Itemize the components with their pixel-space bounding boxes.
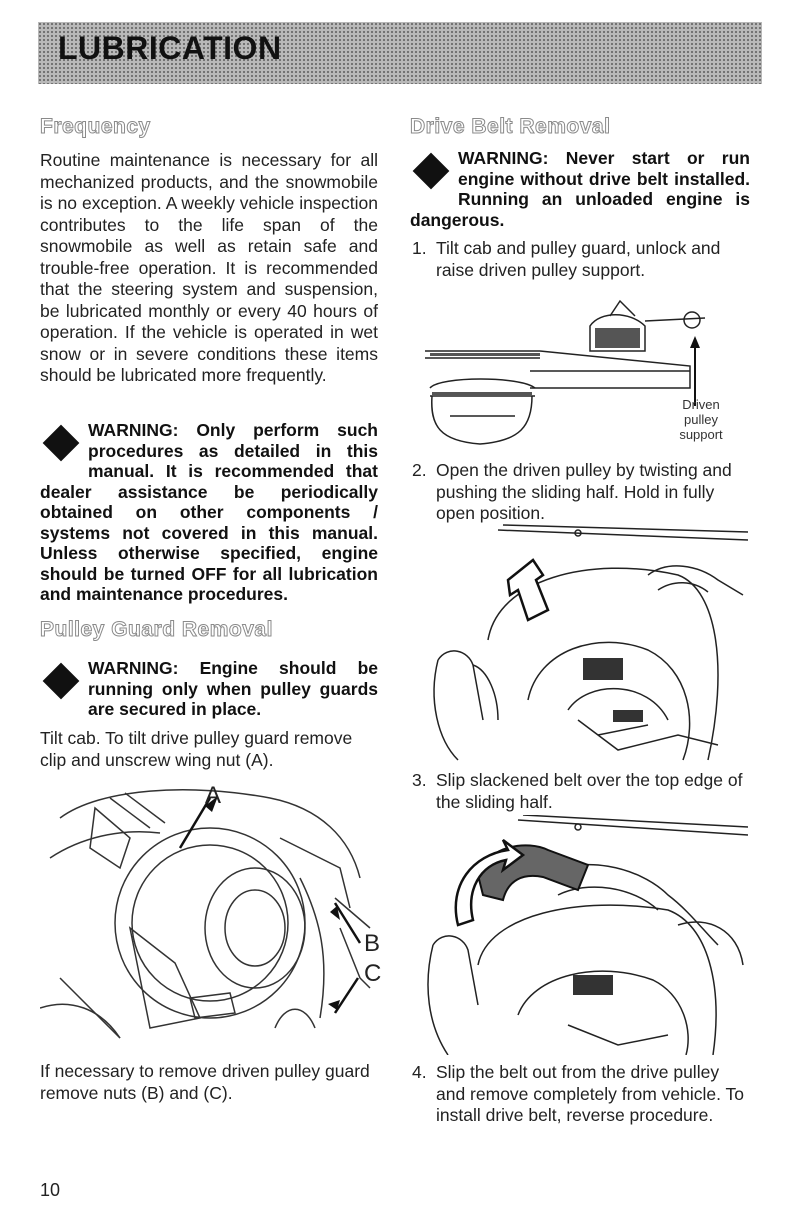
open-driven-pulley-illustration xyxy=(418,520,748,765)
warning-lubrication-rest: It is recommended that dealer assistance be periodically obtained on other components / systems not covered in this manual. Unless otherwise specified, engine should be turned OFF for all lubrication and maintenance procedures. xyxy=(40,461,378,604)
figure-label-a: A xyxy=(205,782,222,809)
page-number: 10 xyxy=(40,1180,61,1200)
step-3 xyxy=(412,770,748,813)
warning-drive-belt xyxy=(410,148,750,230)
warning-pulley-guards xyxy=(40,658,378,720)
warning-diamond-icon xyxy=(40,422,82,464)
section-title: LUBRICATION xyxy=(58,30,282,66)
step-number: 3. xyxy=(412,770,427,790)
frequency-heading: Frequency xyxy=(40,115,151,138)
step-text: Open the driven pulley by twisting and pushing the sliding half. Hold in fully open position. xyxy=(436,460,732,523)
figure-label-b: B xyxy=(364,930,381,957)
remove-nuts-paragraph: If necessary to remove driven pulley guard remove nuts (B) and (C). xyxy=(40,1061,370,1103)
driven-pulley-support-label: Driven pulley support xyxy=(679,397,723,442)
warning-diamond-icon xyxy=(410,150,452,192)
step-4 xyxy=(412,1062,748,1127)
warning-pulley-guards-text: WARNING: Engine should be running only when pulley guards are secured in place. xyxy=(88,658,378,719)
drive-belt-heading: Drive Belt Removal xyxy=(410,115,611,138)
step-1 xyxy=(412,238,748,281)
engine-compartment-illustration xyxy=(40,778,380,1048)
step-number: 4. xyxy=(412,1062,427,1082)
step-text: Slip the belt out from the drive pulley and remove completely from vehicle. To install drive belt, reverse procedure. xyxy=(436,1062,745,1125)
warning-lubrication-lead: WARNING: Only perform such procedures as detailed in this manual. xyxy=(88,420,378,481)
warning-drive-belt-text: WARNING: Never start or run engine without drive belt installed. Running an unloaded engine is dangerous. xyxy=(410,148,750,230)
slip-belt-over-edge-illustration xyxy=(418,815,748,1055)
step-2 xyxy=(412,460,748,525)
step-number: 1. xyxy=(412,238,427,258)
pulley-guard-heading: Pulley Guard Removal xyxy=(40,618,273,641)
step-text: Tilt cab and pulley guard, unlock and raise driven pulley support. xyxy=(436,238,721,280)
frequency-paragraph: Routine maintenance is necessary for all mechanized products, and the snowmobile is no exception. A weekly vehicle inspection contributes to the life span of the snowmobile as well as retain safe and trouble-free operation. It is recommended that the steering system and suspension, be lubricated monthly or every 40 hours of operation. If the vehicle is operated in wet snow or in severe conditions these items should be lubricated more frequently. xyxy=(40,150,378,385)
tilt-cab-paragraph: Tilt cab. To tilt drive pulley guard remove clip and unscrew wing nut (A). xyxy=(40,728,353,770)
step-number: 2. xyxy=(412,460,427,480)
figure-label-c: C xyxy=(364,960,382,987)
warning-lubrication xyxy=(40,420,378,605)
warning-diamond-icon xyxy=(40,660,82,702)
step-text: Slip slackened belt over the top edge of the sliding half. xyxy=(436,770,743,812)
